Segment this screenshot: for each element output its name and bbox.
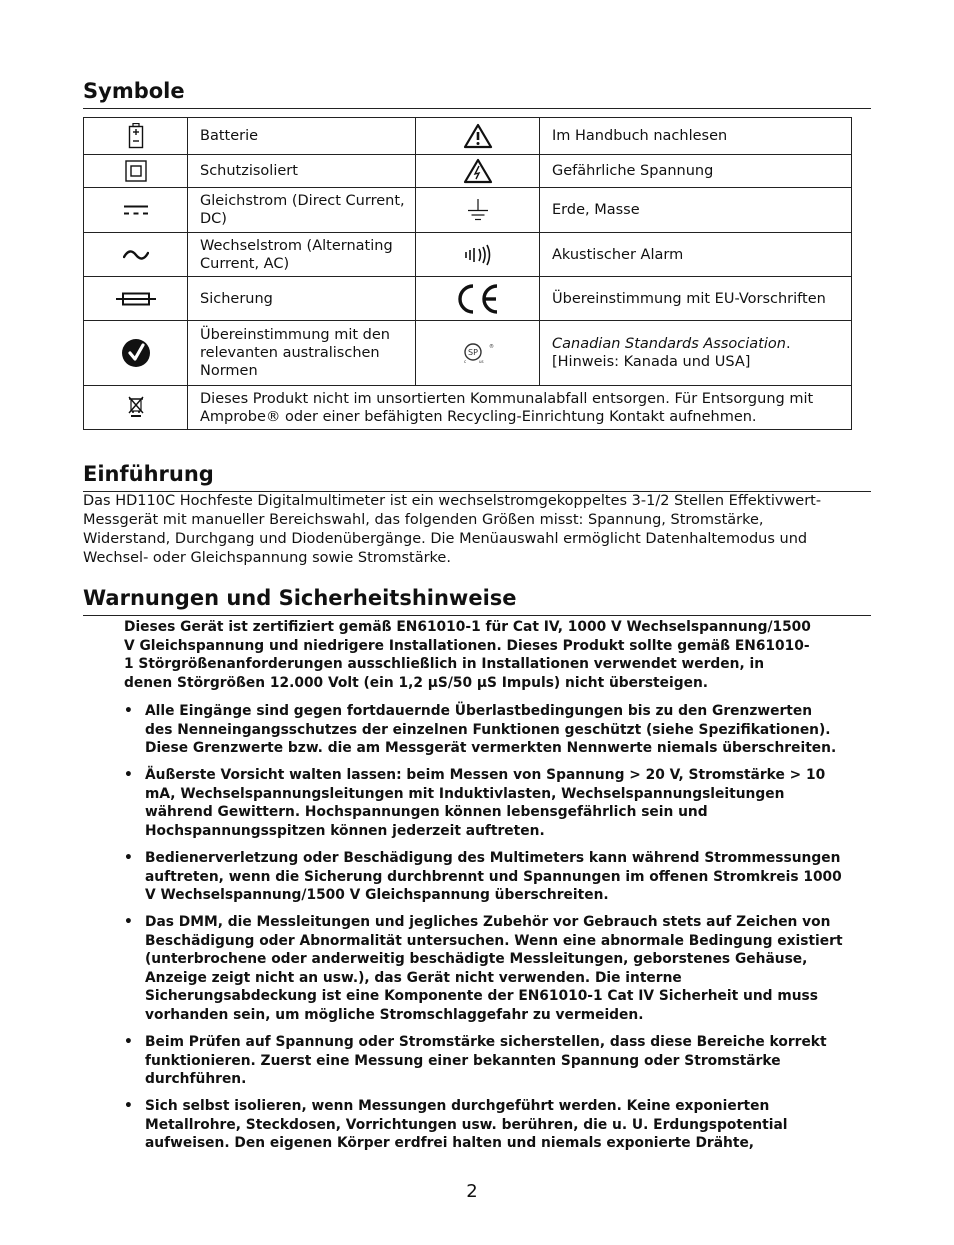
ce-mark-icon [416, 277, 540, 321]
warning-lead-paragraph: Dieses Gerät ist zertifiziert gemäß EN61010-1 für Cat IV, 1000 V Wechselspannung/1500 V Gleichspannung und niedrigere Installationen. Dieses Produkt sollte gemäß EN61010-1 Störgrößenanforderungen ausschließlich in Installationen verwendet werden, in denen Störgrößen 12.000 Volt (ein 1,2 μS/50 μS Impuls) nicht übersteigen. [124, 619, 811, 691]
safety-bullet-list [124, 702, 844, 1161]
section-rule [83, 615, 871, 616]
symbol-label: Übereinstimmung mit den relevanten australischen Normen [188, 321, 416, 386]
symbol-label: Erde, Masse [540, 188, 852, 233]
warning-triangle-icon [416, 118, 540, 155]
bullet-text: Beim Prüfen auf Spannung oder Stromstärke sicherstellen, dass diese Bereiche korrekt funktionieren. Zuerst eine Messung einer bekannten Spannung oder Stromstärke durchführen. [145, 1034, 827, 1088]
symbol-label: Übereinstimmung mit EU-Vorschriften [540, 277, 852, 321]
symbol-label: Akustischer Alarm [540, 233, 852, 277]
symbol-label: Sicherung [188, 277, 416, 321]
double-insulation-icon [84, 155, 188, 188]
symbols-row [84, 277, 852, 321]
list-item [124, 1033, 844, 1089]
bullet-icon: • [124, 1098, 133, 1115]
csa-label-italic: Canadian Standards Association [552, 336, 786, 352]
bullet-text: Alle Eingänge sind gegen fortdauernde Überlastbedingungen bis zu den Grenzwerten des Nenneingangsschutzes der einzelnen Funktionen geschützt (siehe Spezifikationen). Diese Grenzwerte bzw. die am Messgerät vermerkten Nennwerte niemals überschreiten. [145, 703, 837, 757]
svg-text:c: c [463, 359, 466, 364]
c-tick-icon [84, 321, 188, 386]
bullet-icon: • [124, 703, 133, 719]
ground-icon [416, 188, 540, 233]
symbols-row [84, 233, 852, 277]
bullet-icon: • [124, 849, 133, 866]
csa-label-note: . [Hinweis: Kanada und USA] [552, 336, 791, 370]
page-number: 2 [466, 1181, 478, 1202]
section-heading-einfuehrung: Einführung [83, 462, 214, 486]
symbol-label: Batterie [188, 118, 416, 155]
symbols-row [84, 386, 852, 430]
bullet-text: Das DMM, die Messleitungen und jegliches Zubehör vor Gebrauch stets auf Zeichen von Beschädigung oder Abnormalität untersuchen. Wenn eine abnormale Bedingung existiert (unterbrochene oder anderweitig beschädigte Messleitungen, geborstenes Gehäuse, Anzeige zeigt nicht an usw.), das Gerät nicht verwenden. Die interne Sicherungsabdeckung ist eine Komponente der EN61010-1 Cat IV Sicherheit und muss vorhanden sein, um mögliche Stromschlaggefahr zu vermeiden. [145, 914, 843, 1024]
bullet-icon: • [124, 914, 133, 931]
symbols-row [84, 155, 852, 188]
symbols-row [84, 118, 852, 155]
battery-icon [84, 118, 188, 155]
svg-text:®: ® [488, 344, 494, 350]
symbol-label: Im Handbuch nachlesen [540, 118, 852, 155]
csa-mark-icon [416, 321, 540, 386]
bullet-icon: • [124, 767, 133, 784]
symbol-label [540, 321, 852, 386]
fuse-icon [84, 277, 188, 321]
section-heading-symbole: Symbole [83, 79, 185, 103]
list-item [124, 1097, 844, 1153]
symbol-label: Wechselstrom (Alternating Current, AC) [188, 233, 416, 277]
beeper-icon [416, 233, 540, 277]
symbol-label: Gefährliche Spannung [540, 155, 852, 188]
svg-text:SP: SP [467, 348, 478, 357]
list-item [124, 913, 844, 1025]
intro-paragraph: Das HD110C Hochfeste Digitalmultimeter ist ein wechselstromgekoppeltes 3-1/2 Stellen Effektivwert-Messgerät mit manueller Bereichswahl, das folgenden Größen misst: Spannung, Stromstärke, Widerstand, Durchgang und Diodenübergänge. Die Menüauswahl ermöglicht Datenhaltemodus und Wechsel- oder Gleichspannung sowie Stromstärke. [83, 493, 822, 566]
list-item [124, 849, 844, 905]
dc-icon [84, 188, 188, 233]
list-item [124, 766, 844, 840]
symbol-label: Gleichstrom (Direct Current, DC) [188, 188, 416, 233]
bullet-icon: • [124, 1034, 133, 1051]
symbols-row [84, 321, 852, 386]
bullet-text: Bedienerverletzung oder Beschädigung des Multimeters kann während Strommessungen auftreten, wenn die Sicherung durchbrennt und Spannungen im offenen Stromkreis 1000 V Wechselspannung/1500 V Gleichspannung überschreiten. [145, 849, 842, 904]
bullet-text: Sich selbst isolieren, wenn Messungen durchgeführt werden. Keine exponierten Metallrohre, Steckdosen, Vorrichtungen usw. berühren, die u. U. Erdungspotential aufweisen. Den eigenen Körper erdfrei halten und niemals exponierte Drähte, [145, 1098, 788, 1152]
svg-text:us: us [478, 359, 484, 364]
symbols-table [83, 117, 852, 430]
symbol-label: Schutzisoliert [188, 155, 416, 188]
section-rule [83, 108, 871, 109]
disposal-notice: Dieses Produkt nicht im unsortierten Kommunalabfall entsorgen. Für Entsorgung mit Amprobe® oder einer befähigten Recycling-Einrichtung Kontakt aufnehmen. [188, 386, 852, 430]
list-item [124, 702, 844, 758]
section-heading-warnungen: Warnungen und Sicherheitshinweise [83, 586, 517, 610]
high-voltage-triangle-icon [416, 155, 540, 188]
bullet-text: Äußerste Vorsicht walten lassen: beim Messen von Spannung > 20 V, Stromstärke > 10 mA, Wechselspannungsleitungen mit Induktivlasten, Wechselspannungsleitungen während Gewittern. Hochspannungen können lebensgefährlich sein und Hochspannungsspitzen können jederzeit auftreten. [145, 767, 826, 839]
ac-icon [84, 233, 188, 277]
weee-bin-icon [84, 386, 188, 430]
symbols-row [84, 188, 852, 233]
